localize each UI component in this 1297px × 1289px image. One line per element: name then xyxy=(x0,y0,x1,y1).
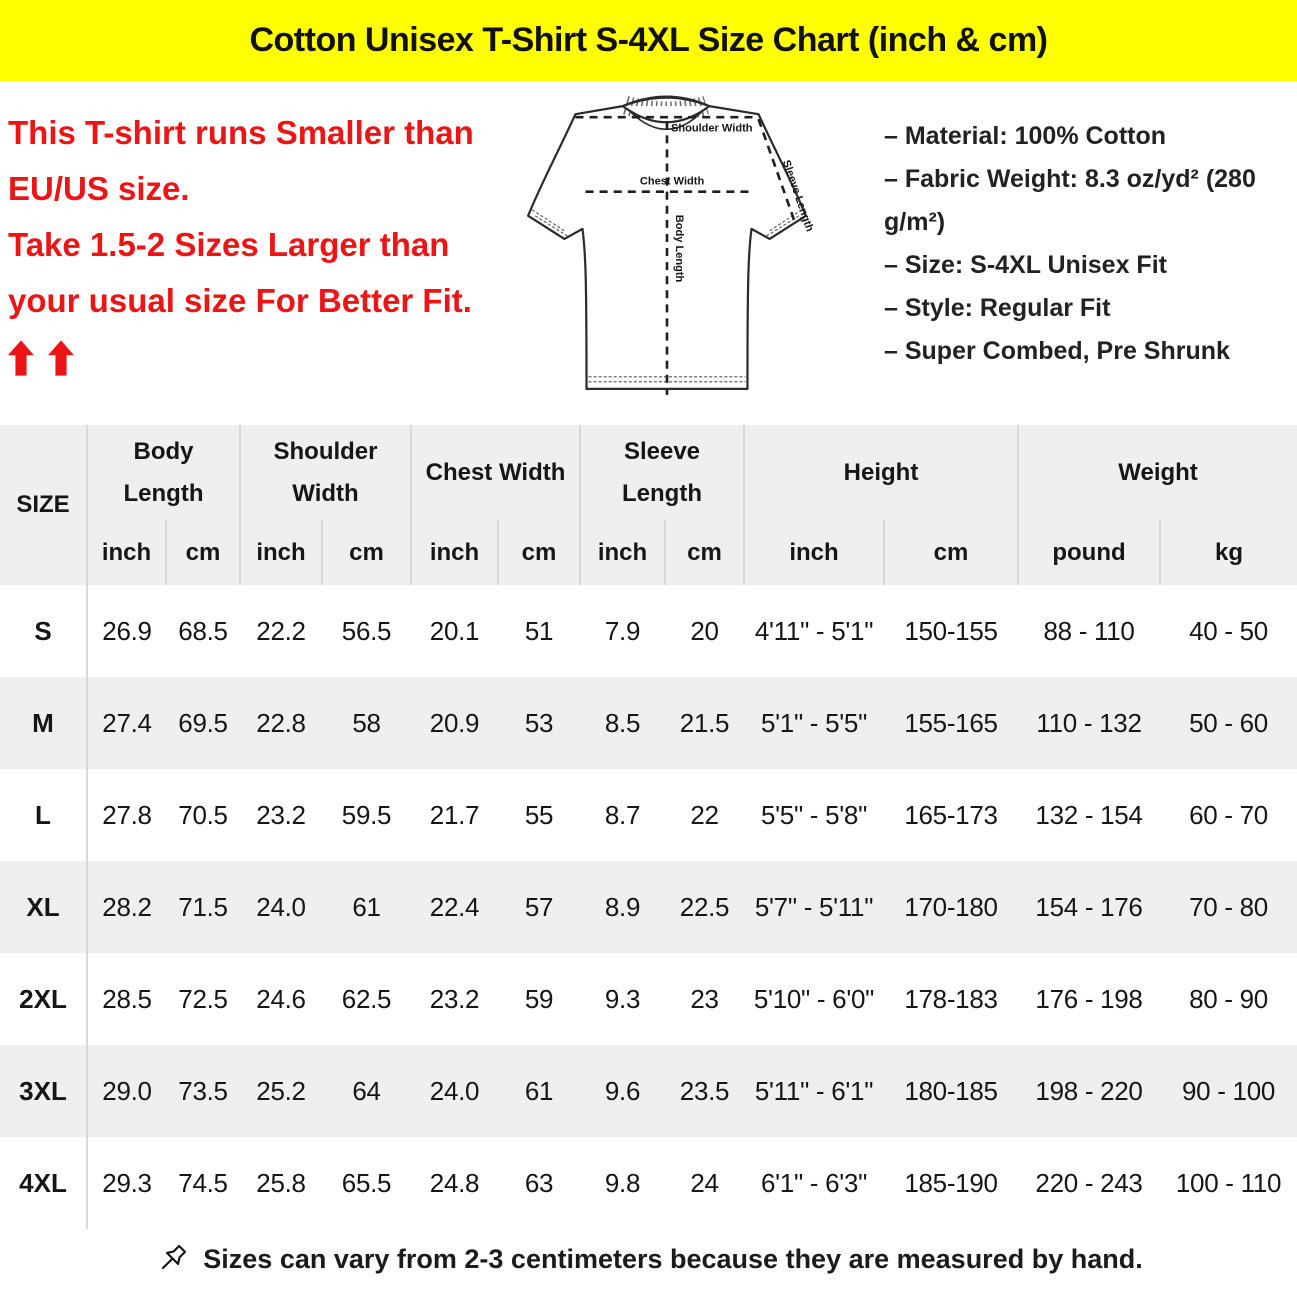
value-cell: 22.8 xyxy=(256,707,306,738)
value-cell: 24.8 xyxy=(429,1167,480,1198)
value-cell: 26.9 xyxy=(102,615,152,646)
size-table-header xyxy=(0,425,1297,585)
value-cell: 6'1" - 6'3" xyxy=(760,1167,868,1198)
value-cell: 88 - 110 xyxy=(1043,615,1135,646)
chest-width-label: Chest Width xyxy=(639,175,705,188)
col-group-chest-width: Chest Width xyxy=(411,425,580,520)
value-cell: 22.5 xyxy=(679,891,730,922)
value-cell: 25.2 xyxy=(256,1075,306,1106)
value-cell: 51 xyxy=(524,615,554,646)
spec-item: – Size: S-4XL Unisex Fit xyxy=(884,251,1167,279)
value-cell: 5'5" - 5'8" xyxy=(760,799,868,830)
unit-header: kg xyxy=(1160,520,1297,585)
spec-item: – Material: 100% Cotton xyxy=(884,122,1167,150)
value-cell: 72.5 xyxy=(178,983,228,1014)
value-cell: 21.7 xyxy=(429,799,480,830)
unit-header: inch xyxy=(744,520,884,585)
value-cell: 170-180 xyxy=(904,891,998,922)
notice-line: This T-shirt runs Smaller than xyxy=(8,114,474,151)
product-specs xyxy=(884,115,1290,373)
table-row-4xl xyxy=(0,1137,1297,1229)
value-cell: 80 - 90 xyxy=(1189,983,1268,1014)
size-label: L xyxy=(0,769,87,861)
table-row-xl xyxy=(0,861,1297,953)
page-title: Cotton Unisex T-Shirt S-4XL Size Chart (inch & cm) xyxy=(249,21,1048,59)
value-cell: 23.2 xyxy=(429,983,480,1014)
value-cell: 29.3 xyxy=(102,1167,152,1198)
col-group-sleeve-length: Sleeve Length xyxy=(580,425,744,520)
value-cell: 70 - 80 xyxy=(1189,891,1268,922)
notice-line: your usual size For Better Fit. xyxy=(8,282,472,319)
footnote-text: Sizes can vary from 2-3 centimeters because they are measured by hand. xyxy=(203,1243,1143,1274)
size-table xyxy=(0,425,1297,1229)
value-cell: 74.5 xyxy=(178,1167,228,1198)
value-cell: 59.5 xyxy=(341,799,392,830)
value-cell: 7.9 xyxy=(604,615,641,646)
notice-line: Take 1.5-2 Sizes Larger than xyxy=(8,226,450,263)
up-arrow-icon xyxy=(48,339,74,377)
value-cell: 5'11" - 6'1" xyxy=(754,1075,874,1106)
unit-header: inch xyxy=(411,520,498,585)
value-cell: 20 xyxy=(690,615,719,646)
spec-item: – Fabric Weight: 8.3 oz/yd² (280 g/m²) xyxy=(884,165,1256,236)
table-row-3xl xyxy=(0,1045,1297,1137)
table-row-l xyxy=(0,769,1297,861)
size-table-body xyxy=(0,585,1297,1229)
col-group-shoulder-width: Shoulder Width xyxy=(240,425,411,520)
size-label: 3XL xyxy=(0,1045,87,1137)
value-cell: 40 - 50 xyxy=(1189,615,1268,646)
value-cell: 71.5 xyxy=(178,891,228,922)
value-cell: 27.4 xyxy=(102,707,152,738)
value-cell: 180-185 xyxy=(904,1075,998,1106)
value-cell: 8.9 xyxy=(604,891,641,922)
value-cell: 8.7 xyxy=(604,799,641,830)
value-cell: 50 - 60 xyxy=(1189,707,1268,738)
value-cell: 69.5 xyxy=(178,707,228,738)
value-cell: 8.5 xyxy=(604,707,641,738)
size-label: M xyxy=(0,677,87,769)
table-row-s xyxy=(0,585,1297,677)
value-cell: 9.8 xyxy=(604,1167,641,1198)
spec-item: – Super Combed, Pre Shrunk xyxy=(884,337,1230,365)
value-cell: 24.6 xyxy=(256,983,306,1014)
value-cell: 155-165 xyxy=(904,707,998,738)
unit-header: inch xyxy=(240,520,322,585)
table-row-m xyxy=(0,677,1297,769)
value-cell: 22.4 xyxy=(429,891,480,922)
unit-header: cm xyxy=(884,520,1018,585)
value-cell: 150-155 xyxy=(904,615,998,646)
value-cell: 64 xyxy=(352,1075,381,1106)
value-cell: 20.9 xyxy=(429,707,480,738)
value-cell: 62.5 xyxy=(341,983,392,1014)
col-group-body-length: Body Length xyxy=(87,425,240,520)
value-cell: 24.0 xyxy=(429,1075,480,1106)
col-group-weight: Weight xyxy=(1018,425,1297,520)
shoulder-width-label: Shoulder Width xyxy=(670,122,753,135)
value-cell: 28.5 xyxy=(102,983,152,1014)
value-cell: 61 xyxy=(352,891,381,922)
value-cell: 29.0 xyxy=(102,1075,152,1106)
value-cell: 176 - 198 xyxy=(1035,983,1143,1014)
value-cell: 5'10" - 6'0" xyxy=(753,983,875,1014)
size-label: XL xyxy=(0,861,87,953)
title-banner xyxy=(0,0,1297,81)
value-cell: 21.5 xyxy=(679,707,730,738)
value-cell: 55 xyxy=(524,799,554,830)
value-cell: 4'11" - 5'1" xyxy=(754,615,874,646)
value-cell: 56.5 xyxy=(341,615,392,646)
value-cell: 58 xyxy=(352,707,381,738)
table-row-2xl xyxy=(0,953,1297,1045)
value-cell: 9.6 xyxy=(604,1075,641,1106)
tshirt-diagram xyxy=(502,81,836,413)
value-cell: 27.8 xyxy=(102,799,152,830)
value-cell: 22.2 xyxy=(256,615,306,646)
value-cell: 22 xyxy=(690,799,719,830)
unit-header: cm xyxy=(166,520,240,585)
notice-line: EU/US size. xyxy=(8,170,190,207)
unit-header: inch xyxy=(580,520,665,585)
size-label: S xyxy=(0,585,87,677)
value-cell: 100 - 110 xyxy=(1175,1167,1282,1198)
value-cell: 60 - 70 xyxy=(1189,799,1268,830)
value-cell: 165-173 xyxy=(904,799,998,830)
value-cell: 53 xyxy=(524,707,554,738)
body-length-label: Body Length xyxy=(673,214,686,283)
value-cell: 20.1 xyxy=(429,615,480,646)
value-cell: 61 xyxy=(524,1075,554,1106)
unit-header: cm xyxy=(498,520,580,585)
col-header-size: SIZE xyxy=(0,425,87,585)
footnote xyxy=(0,1229,1297,1289)
spec-item: – Style: Regular Fit xyxy=(884,294,1111,322)
unit-header: pound xyxy=(1018,520,1160,585)
value-cell: 57 xyxy=(524,891,554,922)
value-cell: 68.5 xyxy=(178,615,228,646)
value-cell: 65.5 xyxy=(341,1167,392,1198)
value-cell: 110 - 132 xyxy=(1036,707,1142,738)
value-cell: 9.3 xyxy=(604,983,641,1014)
value-cell: 23.2 xyxy=(256,799,306,830)
value-cell: 132 - 154 xyxy=(1035,799,1143,830)
value-cell: 220 - 243 xyxy=(1035,1167,1143,1198)
value-cell: 154 - 176 xyxy=(1035,891,1143,922)
value-cell: 178-183 xyxy=(904,983,998,1014)
value-cell: 5'7" - 5'11" xyxy=(754,891,874,922)
value-cell: 25.8 xyxy=(256,1167,306,1198)
value-cell: 185-190 xyxy=(904,1167,998,1198)
fit-notice xyxy=(8,105,568,377)
value-cell: 70.5 xyxy=(178,799,228,830)
up-arrow-icon xyxy=(8,339,34,377)
up-arrows xyxy=(8,339,568,377)
value-cell: 5'1" - 5'5" xyxy=(760,707,868,738)
size-label: 2XL xyxy=(0,953,87,1045)
size-label: 4XL xyxy=(0,1137,87,1229)
unit-header: cm xyxy=(322,520,411,585)
value-cell: 73.5 xyxy=(178,1075,228,1106)
pushpin-icon xyxy=(154,1241,190,1277)
value-cell: 63 xyxy=(524,1167,554,1198)
unit-header: inch xyxy=(87,520,166,585)
value-cell: 24.0 xyxy=(256,891,306,922)
value-cell: 23 xyxy=(690,983,719,1014)
value-cell: 90 - 100 xyxy=(1182,1075,1276,1106)
sleeve-length-label: Sleeve Length xyxy=(779,158,816,234)
value-cell: 59 xyxy=(524,983,554,1014)
intro-section xyxy=(0,81,1297,425)
value-cell: 198 - 220 xyxy=(1035,1075,1143,1106)
value-cell: 24 xyxy=(690,1167,719,1198)
value-cell: 23.5 xyxy=(679,1075,730,1106)
value-cell: 28.2 xyxy=(102,891,152,922)
unit-header: cm xyxy=(665,520,744,585)
col-group-height: Height xyxy=(744,425,1018,520)
